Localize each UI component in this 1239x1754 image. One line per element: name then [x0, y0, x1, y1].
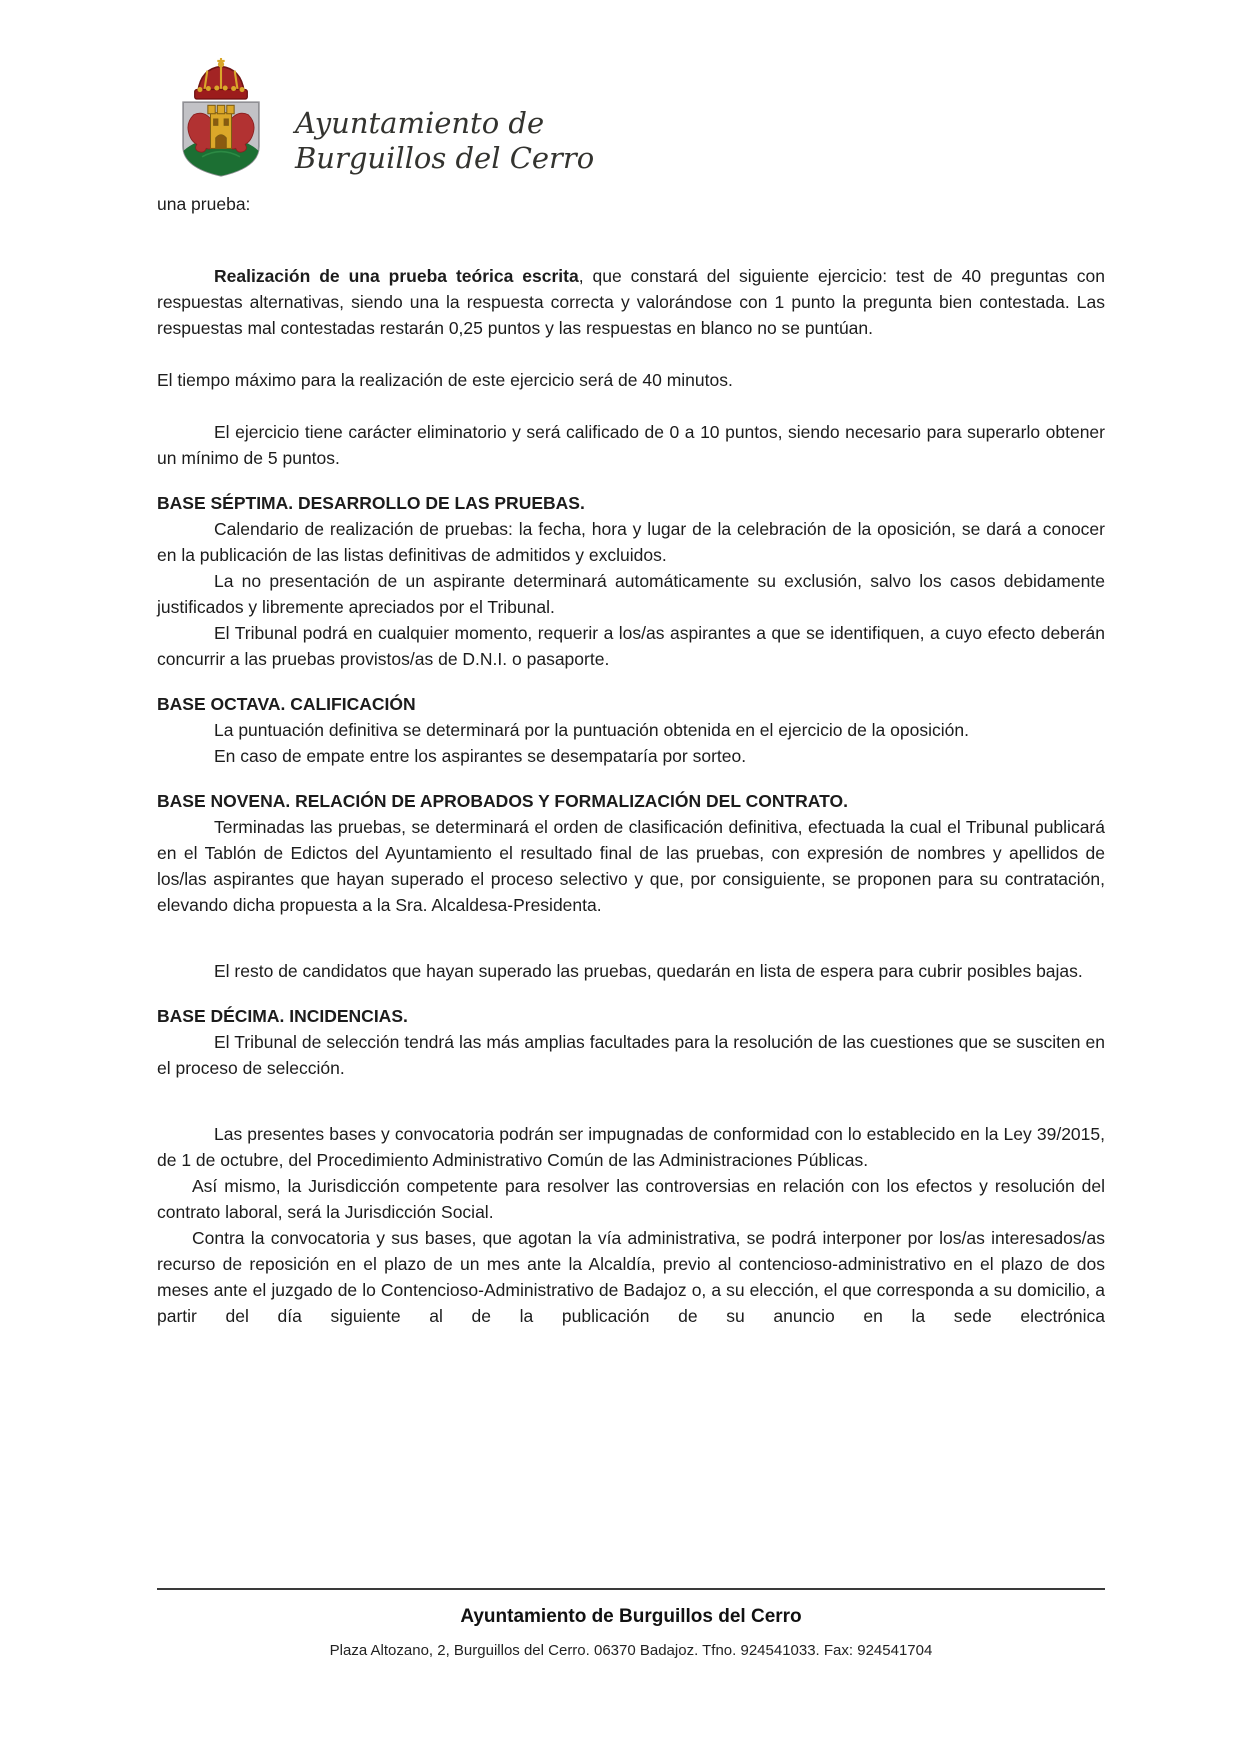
paragraph: El Tribunal de selección tendrá las más amplias facultades para la resolución de las cuestiones que se susciten en el proceso de selección. — [157, 1032, 1105, 1078]
org-name-line1: Ayuntamiento de — [295, 106, 545, 140]
paragraph: Contra la convocatoria y sus bases, que agotan la vía administrativa, se podrá interponer por los/as interesados/as recurso de reposición en el plazo de un mes ante la Alcaldía, previo al contencioso-administrativo en el plazo de dos meses ante el juzgado de lo Contencioso-Administrativo de Badajoz o, a su elección, el que corresponda a su domicilio, a partir del día siguiente al de la publicación de su anuncio en la sede electrónica — [157, 1228, 1105, 1326]
paragraph: La no presentación de un aspirante determinará automáticamente su exclusión, salvo los casos debidamente justificados y libremente apreciados por el Tribunal. — [157, 571, 1105, 617]
paragraph: Realización de una prueba teórica escrita, que constará del siguiente ejercicio: test de 40 preguntas con respuestas alternativas, siendo una la respuesta correcta y valorándose con 1 punto la pregunta bien contestada. Las respuestas mal contestadas restarán 0,25 puntos y las respuestas en blanco no se puntúan. — [157, 266, 1105, 338]
footer-address: Plaza Altozano, 2, Burguillos del Cerro. 06370 Badajoz. Tfno. 924541033. Fax: 924541704 — [329, 1642, 933, 1659]
paragraph: Calendario de realización de pruebas: la fecha, hora y lugar de la celebración de la oposición, se dará a conocer en la publicación de las listas definitivas de admitidos y excluidos. — [157, 519, 1105, 565]
section-heading: BASE DÉCIMA. INCIDENCIAS. — [157, 1006, 408, 1026]
letterhead — [157, 58, 594, 180]
section-heading: BASE NOVENA. RELACIÓN DE APROBADOS Y FORMALIZACIÓN DEL CONTRATO. — [157, 791, 848, 811]
org-name — [295, 106, 594, 180]
document-body — [157, 191, 1105, 1329]
org-name-line2: Burguillos del Cerro — [295, 141, 595, 175]
paragraph: Terminadas las pruebas, se determinará el orden de clasificación definitiva, efectuada la cual el Tribunal publicará en el Tablón de Edictos del Ayuntamiento el resultado final de las pruebas, con expresión de nombres y apellidos de los/las aspirantes que hayan superado el proceso selectivo y que, por consiguiente, se proponen para su contratación, elevando dicha propuesta a la Sra. Alcaldesa-Presidenta. — [157, 817, 1105, 915]
footer-title: Ayuntamiento de Burguillos del Cerro — [460, 1606, 802, 1627]
footer-divider — [157, 1588, 1105, 1590]
paragraph: El tiempo máximo para la realización de este ejercicio será de 40 minutos. — [157, 370, 733, 390]
paragraph: En caso de empate entre los aspirantes se desempataría por sorteo. — [214, 746, 747, 766]
paragraph: El Tribunal podrá en cualquier momento, requerir a los/as aspirantes a que se identifiquen, a cuyo efecto deberán concurrir a las pruebas provistos/as de D.N.I. o pasaporte. — [157, 623, 1105, 669]
paragraph: El resto de candidatos que hayan superado las pruebas, quedarán en lista de espera para cubrir posibles bajas. — [214, 961, 1083, 981]
section-heading: BASE SÉPTIMA. DESARROLLO DE LAS PRUEBAS. — [157, 493, 585, 513]
bold-lead: Realización de una prueba teórica escrita — [214, 266, 579, 286]
paragraph: El ejercicio tiene carácter eliminatorio y será calificado de 0 a 10 puntos, siendo necesario para superarlo obtener un mínimo de 5 puntos. — [157, 422, 1105, 468]
paragraph: La puntuación definitiva se determinará por la puntuación obtenida en el ejercicio de la oposición. — [214, 720, 969, 740]
section-heading: BASE OCTAVA. CALIFICACIÓN — [157, 694, 416, 714]
paragraph: Las presentes bases y convocatoria podrán ser impugnadas de conformidad con lo establecido en la Ley 39/2015, de 1 de octubre, del Procedimiento Administrativo Común de las Administraciones Públicas. — [157, 1124, 1105, 1170]
page-footer — [157, 1588, 1105, 1659]
paragraph: Así mismo, la Jurisdicción competente para resolver las controversias en relación con los efectos y resolución del contrato laboral, será la Jurisdicción Social. — [157, 1176, 1105, 1222]
paragraph: una prueba: — [157, 194, 251, 214]
coat-of-arms-icon — [157, 58, 285, 180]
